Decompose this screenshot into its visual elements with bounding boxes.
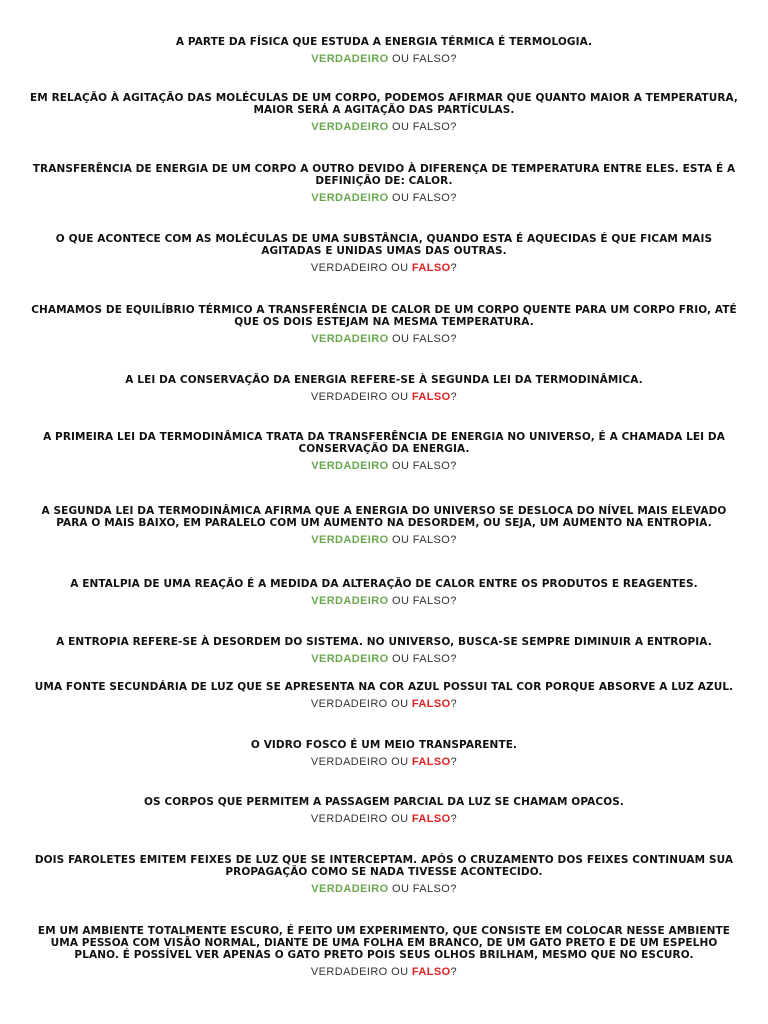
quiz-item	[30, 92, 738, 134]
option-connector: OU	[387, 262, 412, 274]
option-connector: OU	[388, 333, 413, 345]
option-falso: FALSO	[412, 460, 451, 472]
option-connector: OU	[388, 192, 413, 204]
option-verdadeiro: VERDADEIRO	[310, 262, 388, 274]
option-suffix: ?	[450, 698, 458, 710]
quiz-item	[30, 925, 738, 979]
quiz-item	[30, 505, 738, 547]
question-text: A PRIMEIRA LEI DA TERMODINÂMICA TRATA DA TRANSFERÊNCIA DE ENERGIA NO UNIVERSO, É A CHAMADA LEI DA CONSERVAÇÃO DA ENERGIA.	[43, 431, 725, 455]
option-suffix: ?	[450, 391, 458, 403]
option-verdadeiro: VERDADEIRO	[310, 813, 388, 825]
option-suffix: ?	[450, 53, 457, 65]
option-falso: FALSO	[412, 595, 451, 607]
option-verdadeiro: VERDADEIRO	[310, 391, 388, 403]
option-verdadeiro: VERDADEIRO	[311, 192, 389, 204]
answer-line	[30, 966, 738, 979]
question-text: EM UM AMBIENTE TOTALMENTE ESCURO, É FEITO UM EXPERIMENTO, QUE CONSISTE EM COLOCAR NESSE AMBIENTE UMA PESSOA COM VISÃO NORMAL, DIANTE DE UMA FOLHA EM BRANCO, DE UM GATO PRETO E DE UM ESPELHO PLANO. É POSSÍVEL VER APENAS O GATO PRETO POIS SEUS OLHOS BRILHAM, MESMO QUE NO ESCURO.	[37, 925, 731, 961]
option-suffix: ?	[450, 460, 457, 472]
option-falso: FALSO	[411, 813, 451, 825]
question-text: CHAMAMOS DE EQUILÍBRIO TÉRMICO A TRANSFERÊNCIA DE CALOR DE UM CORPO QUENTE PARA UM CORPO FRIO, ATÉ QUE OS DOIS ESTEJAM NA MESMA TEMPERATURA.	[31, 304, 737, 328]
answer-line	[30, 883, 738, 896]
option-suffix: ?	[450, 192, 457, 204]
answer-line	[30, 698, 738, 711]
answer-line	[30, 333, 738, 346]
option-suffix: ?	[450, 756, 458, 768]
answer-line	[30, 262, 738, 275]
option-connector: OU	[387, 966, 412, 978]
option-connector: OU	[387, 391, 412, 403]
question-text: O VIDRO FOSCO É UM MEIO TRANSPARENTE.	[250, 739, 518, 751]
option-falso: FALSO	[412, 192, 451, 204]
quiz-item	[30, 374, 738, 404]
answer-line	[30, 756, 738, 769]
quiz-item	[30, 854, 738, 896]
option-suffix: ?	[450, 534, 457, 546]
option-falso: FALSO	[411, 262, 451, 274]
quiz-item	[30, 304, 738, 346]
option-verdadeiro: VERDADEIRO	[311, 333, 389, 345]
option-connector: OU	[388, 595, 413, 607]
answer-line	[30, 192, 738, 205]
answer-line	[30, 813, 738, 826]
option-falso: FALSO	[411, 756, 451, 768]
answer-line	[30, 534, 738, 547]
option-falso: FALSO	[412, 653, 451, 665]
option-verdadeiro: VERDADEIRO	[311, 534, 389, 546]
option-falso: FALSO	[412, 53, 451, 65]
option-suffix: ?	[450, 262, 458, 274]
option-suffix: ?	[450, 813, 458, 825]
question-text: A LEI DA CONSERVAÇÃO DA ENERGIA REFERE-SE À SEGUNDA LEI DA TERMODINÂMICA.	[125, 374, 643, 386]
quiz-item	[30, 681, 738, 711]
option-connector: OU	[387, 756, 412, 768]
option-connector: OU	[388, 53, 413, 65]
option-connector: OU	[388, 534, 413, 546]
option-falso: FALSO	[411, 966, 451, 978]
option-verdadeiro: VERDADEIRO	[310, 966, 388, 978]
question-text: O QUE ACONTECE COM AS MOLÉCULAS DE UMA SUBSTÂNCIA, QUANDO ESTA É AQUECIDAS É QUE FICAM MAIS AGITADAS E UNIDAS UMAS DAS OUTRAS.	[55, 233, 713, 257]
quiz-item	[30, 431, 738, 473]
option-verdadeiro: VERDADEIRO	[310, 756, 388, 768]
option-connector: OU	[388, 883, 413, 895]
option-falso: FALSO	[411, 391, 451, 403]
option-suffix: ?	[450, 653, 457, 665]
option-suffix: ?	[450, 883, 457, 895]
option-verdadeiro: VERDADEIRO	[310, 698, 388, 710]
answer-line	[30, 391, 738, 404]
question-text: OS CORPOS QUE PERMITEM A PASSAGEM PARCIAL DA LUZ SE CHAMAM OPACOS.	[144, 796, 624, 808]
option-connector: OU	[388, 460, 413, 472]
option-falso: FALSO	[412, 534, 451, 546]
quiz-item	[30, 578, 738, 608]
answer-line	[30, 53, 738, 66]
option-connector: OU	[387, 698, 412, 710]
option-falso: FALSO	[411, 698, 451, 710]
quiz-item	[30, 233, 738, 275]
question-text: A ENTROPIA REFERE-SE À DESORDEM DO SISTEMA. NO UNIVERSO, BUSCA-SE SEMPRE DIMINUIR A ENTROPIA.	[56, 636, 712, 648]
option-falso: FALSO	[412, 333, 451, 345]
option-verdadeiro: VERDADEIRO	[311, 653, 389, 665]
question-text: A ENTALPIA DE UMA REAÇÃO É A MEDIDA DA ALTERAÇÃO DE CALOR ENTRE OS PRODUTOS E REAGENTES.	[70, 578, 698, 590]
option-connector: OU	[388, 121, 413, 133]
quiz-item	[30, 636, 738, 666]
option-verdadeiro: VERDADEIRO	[311, 883, 389, 895]
question-text: DOIS FAROLETES EMITEM FEIXES DE LUZ QUE SE INTERCEPTAM. APÓS O CRUZAMENTO DOS FEIXES CONTINUAM SUA PROPAGAÇÃO COMO SE NADA TIVESSE ACONTECIDO.	[34, 854, 734, 878]
option-verdadeiro: VERDADEIRO	[311, 121, 389, 133]
answer-line	[30, 121, 738, 134]
option-verdadeiro: VERDADEIRO	[311, 595, 389, 607]
answer-line	[30, 653, 738, 666]
option-falso: FALSO	[412, 121, 451, 133]
option-falso: FALSO	[412, 883, 451, 895]
quiz-item	[30, 796, 738, 826]
option-connector: OU	[388, 653, 413, 665]
question-text: EM RELAÇÃO À AGITAÇÃO DAS MOLÉCULAS DE UM CORPO, PODEMOS AFIRMAR QUE QUANTO MAIOR A TEMPERATURA, MAIOR SERÁ A AGITAÇÃO DAS PARTÍCULAS.	[30, 92, 739, 116]
answer-line	[30, 460, 738, 473]
question-text: A PARTE DA FÍSICA QUE ESTUDA A ENERGIA TÉRMICA É TERMOLOGIA.	[175, 36, 593, 48]
question-text: TRANSFERÊNCIA DE ENERGIA DE UM CORPO A OUTRO DEVIDO À DIFERENÇA DE TEMPERATURA ENTRE ELES. ESTA É A DEFINIÇÃO DE: CALOR.	[32, 163, 736, 187]
quiz-item	[30, 36, 738, 66]
option-suffix: ?	[450, 333, 457, 345]
answer-line	[30, 595, 738, 608]
quiz-item	[30, 739, 738, 769]
option-connector: OU	[387, 813, 412, 825]
question-text: A SEGUNDA LEI DA TERMODINÂMICA AFIRMA QUE A ENERGIA DO UNIVERSO SE DESLOCA DO NÍVEL MAIS ELEVADO PARA O MAIS BAIXO, EM PARALELO COM UM AUMENTO NA DESORDEM, OU SEJA, UM AUMENTO NA ENTROPIA.	[41, 505, 727, 529]
option-suffix: ?	[450, 121, 457, 133]
option-suffix: ?	[450, 966, 458, 978]
option-verdadeiro: VERDADEIRO	[311, 460, 389, 472]
question-text: UMA FONTE SECUNDÁRIA DE LUZ QUE SE APRESENTA NA COR AZUL POSSUI TAL COR PORQUE ABSORVE A LUZ AZUL.	[34, 681, 734, 693]
option-suffix: ?	[450, 595, 457, 607]
quiz-item	[30, 163, 738, 205]
option-verdadeiro: VERDADEIRO	[311, 53, 389, 65]
